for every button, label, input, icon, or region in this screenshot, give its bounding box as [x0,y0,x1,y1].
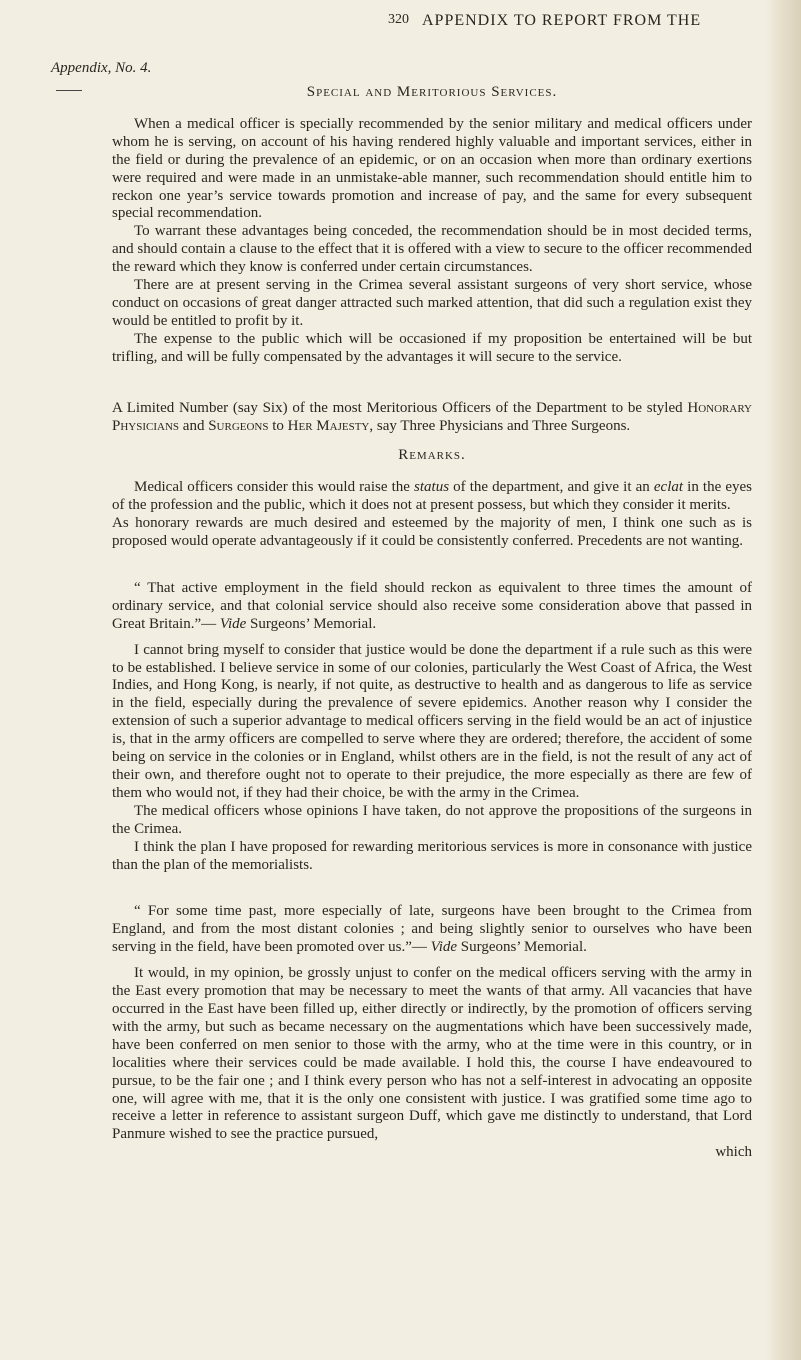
paragraph: There are at present serving in the Crimea several assistant surgeons of very short service, whose conduct on occasions of great danger attracted such marked attention, that did such a regulation exist they would be entitled to profit by it. [112,277,752,329]
proposal-title-physicians: Honorary Physicians [112,399,752,434]
paragraph: As honorary rewards are much desired and esteemed by the majority of men, I think one such as is proposed would operate advantageously if it could be consistently conferred. Precedents are not wanting. [112,515,752,550]
vide-italic: Vide [430,939,458,956]
quote-source: Surgeons’ Memorial. [457,939,587,956]
body-text [112,84,752,1162]
remarks-text: Medical officers consider this would raise the [134,479,415,496]
quotation [112,580,752,634]
proposal-text: , say Three Physicians and Three Surgeons. [369,417,631,434]
italic-status: status [414,479,450,496]
proposal-title-majesty: Her Majesty [287,417,370,434]
running-head: APPENDIX TO REPORT FROM THE [422,12,702,29]
quote-text: “ For some time past, more especially of late, surgeons have been brought to the Crimea from England, and from the most distant colonies ; and being slightly senior to ourselves who have been serving in the field, have been promoted over us.”— [112,903,752,956]
paragraph: The expense to the public which will be occasioned if my proposition be entertained will be but trifling, and will be fully compensated by the advantages it will secure to the service. [112,330,752,365]
proposal-text: to [268,417,288,434]
proposal-text: A Limited Number (say Six) of the most Meritorious Officers of the Department to be styled [112,399,688,416]
quote-source: Surgeons’ Memorial. [246,615,377,632]
italic-eclat: eclat [653,479,684,496]
paragraph: I think the plan I have proposed for rewarding meritorious services is more in consonance with justice than the plan of the memorialists. [112,838,752,873]
paragraph: I cannot bring myself to consider that justice would be done the department if a rule such as this were to be established. I believe service in some of our colonies, particularly the West Coast of Africa, the West Indies, and Hong Kong, is nearly, if not quite, as destructive to health and as dangerous to life as service in the field, especially during the prevalence of severe epidemics. Another reason why I consider the extension of such a superior advantage to medical officers serving in the field would be an act of injustice is, that in the army officers are compelled to serve where they are ordered; therefore, the accident of some being on service in the colonies or in England, whilst others are in the field, is not the result of any act of their own, and therefore ought not to operate to their prejudice, the more especially as there are few of them who would not, if they had their choice, be with the army in the Crimea. [112,641,752,801]
quotation [112,903,752,957]
catchword: which [715,1144,752,1161]
page-number: 320 [388,12,409,27]
page-header [0,12,801,36]
section-title: Special and Meritorious Services. [306,84,558,100]
proposal-text: and [179,417,209,434]
margin-dash [56,90,82,91]
paragraph: It would, in my opinion, be grossly unjust to confer on the medical officers serving with the army in the East every promotion that may be necessary to meet the wants of that army. All vacancies that have occurred in the East have been filled up, either directly or indirectly, by the promotion of officers serving with the army, but such as became necessary on the augmentations which have been successively made, have been conferred on men senior to those with the army, who at the time were in this country, or in localities where their services could be made available. I hold this, the course I have endeavoured to pursue, to be the fair one ; and I think every person who has not a self-interest in advocating an opposite one, will agree with me, that it is the only one consistent with justice. I was gratified some time ago to receive a letter in reference to assistant surgeon Duff, which gave me distinctly to understand, that Lord Panmure wished to see the practice pursued, [112,965,752,1143]
remarks-text: of the department, and give it an [449,479,654,496]
proposal-title-surgeons: Surgeons [208,417,269,434]
paragraph: When a medical officer is specially recommended by the senior military and medical officers under whom he is serving, on account of his having rendered highly valuable and important services, either in the field or during the prevalence of an epidemic, or on an occasion when more than ordinary exertions were required and were made in an unmistake-able manner, such recommendation should entitle him to reckon one year’s service towards promotion and increase of pay, and the same for every subsequent special recommendation. [112,115,752,222]
proposal-heading [112,400,752,436]
paragraph: The medical officers whose opinions I have taken, do not approve the propositions of the surgeons in the Crimea. [112,802,752,837]
remarks-text: in the eyes of the profession and the public, which it does not at present possess, but which they consider it merits. [112,479,752,514]
page-edge-shadow [765,0,801,1360]
paragraph: To warrant these advantages being conceded, the recommendation should be in most decided terms, and should contain a clause to the effect that it is offered with a view to secure to the officer recommended the reward which they know is conferred under certain circumstances. [112,223,752,276]
quote-text: “ That active employment in the field should reckon as equivalent to three times the amount of ordinary service, and that colonial service should also receive some consideration above that passed in Great Britain.”— [112,579,752,632]
remarks-title: Remarks. [398,447,466,464]
appendix-label: Appendix, No. 4. [51,60,152,76]
vide-italic: Vide [219,615,247,632]
paragraph [112,479,752,515]
